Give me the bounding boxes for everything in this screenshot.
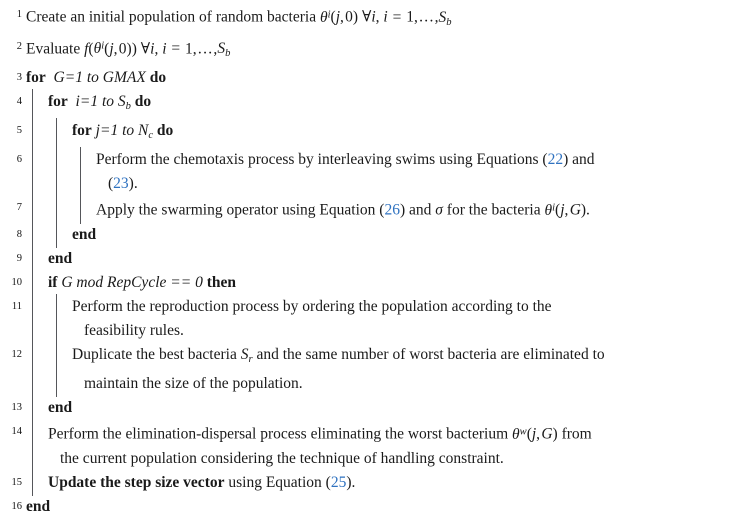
line-text-continuation: feasibility rules. bbox=[84, 321, 184, 339]
algorithm-line bbox=[0, 66, 734, 90]
indent-rule bbox=[32, 246, 33, 272]
keyword-end: end bbox=[48, 398, 73, 416]
line-text: if G mod RepCycle == 0 then bbox=[48, 273, 236, 291]
algorithm-line bbox=[0, 295, 734, 343]
line-content bbox=[22, 3, 734, 35]
equation-ref-26[interactable]: 26 bbox=[384, 201, 400, 219]
equation-ref-25[interactable]: 25 bbox=[330, 473, 347, 491]
line-number: 16 bbox=[11, 500, 22, 512]
indent-rule bbox=[56, 294, 57, 344]
indent-rule bbox=[32, 195, 33, 224]
line-text: Perform the elimination-dispersal process eliminating the worst bacterium $\theta^w(j$, G) from bbox=[48, 425, 592, 443]
indent-rule bbox=[32, 342, 33, 397]
line-content bbox=[22, 295, 734, 343]
indent-rule bbox=[56, 342, 57, 397]
line-number: 13 bbox=[11, 401, 22, 413]
indent-rule bbox=[80, 195, 81, 224]
line-content bbox=[22, 420, 734, 471]
line-content bbox=[22, 343, 734, 396]
line-content bbox=[22, 196, 734, 223]
line-text: Evaluate $f(\theta^i(j$, 0)) ∀i, i = 1, . . . $,S_b$ bbox=[26, 40, 231, 60]
line-number: 12 bbox=[11, 348, 22, 360]
equation-ref-22[interactable]: 22 bbox=[547, 151, 564, 169]
algorithm-line bbox=[0, 119, 734, 148]
line-content bbox=[22, 247, 734, 271]
line-number: 11 bbox=[11, 300, 22, 312]
indent-rule bbox=[56, 222, 57, 248]
line-text: Perform the chemotaxis process by interleaving swims using Equations (22) and bbox=[96, 151, 595, 169]
keyword-end: end bbox=[26, 497, 51, 515]
line-content bbox=[22, 148, 734, 196]
line-number: 1 bbox=[16, 9, 22, 20]
line-text: Create an initial population of random bacteria $\theta^i(j$, 0) ∀i, i = 1, . . . $,S_b$ bbox=[26, 8, 452, 28]
line-text bbox=[48, 396, 732, 420]
line-text bbox=[72, 223, 732, 247]
indent-rule bbox=[32, 89, 33, 120]
indent-rule bbox=[32, 118, 33, 149]
indent-rule bbox=[32, 395, 33, 421]
algorithm-line bbox=[0, 90, 734, 119]
equation-ref-23[interactable]: 23 bbox=[113, 175, 129, 193]
line-text: for j=1 to $N_c$ do bbox=[72, 122, 174, 142]
indent-rule bbox=[32, 419, 33, 472]
line-content bbox=[22, 35, 734, 67]
line-text: Perform the reproduction process by ordering the population according to the bbox=[72, 297, 552, 315]
algorithm-line bbox=[0, 396, 734, 420]
algorithm-line bbox=[0, 271, 734, 295]
algorithm-line bbox=[0, 471, 734, 495]
line-text: Duplicate the best bacteria $S_r$ and the same number of worst bacteria are eliminated to bbox=[72, 345, 605, 365]
algorithm-line bbox=[0, 343, 734, 396]
line-number: 3 bbox=[16, 72, 22, 84]
line-content bbox=[22, 396, 734, 420]
line-number: 10 bbox=[11, 276, 22, 288]
line-number: 15 bbox=[11, 476, 22, 488]
line-number: 9 bbox=[16, 252, 22, 264]
algorithm-line bbox=[0, 148, 734, 196]
algorithm-line bbox=[0, 196, 734, 223]
line-text-continuation: (23). bbox=[108, 175, 138, 193]
line-text-continuation: the current population considering the technique of handling constraint. bbox=[60, 449, 504, 467]
indent-rule bbox=[32, 222, 33, 248]
keyword-end: end bbox=[48, 249, 73, 267]
indent-rule bbox=[56, 195, 57, 224]
algorithm-line bbox=[0, 223, 734, 247]
line-content bbox=[22, 495, 734, 519]
algorithm-line bbox=[0, 247, 734, 271]
line-text: for i=1 to $S_b$ do bbox=[48, 93, 152, 113]
line-content bbox=[22, 119, 734, 148]
line-text bbox=[26, 495, 732, 519]
algorithm-line bbox=[0, 495, 734, 519]
line-number: 5 bbox=[16, 125, 22, 137]
line-number: 8 bbox=[16, 228, 22, 240]
algorithm-line bbox=[0, 420, 734, 471]
line-number: 7 bbox=[16, 202, 22, 214]
indent-rule bbox=[32, 470, 33, 496]
line-text: Update the step size vector using Equation (25). bbox=[48, 473, 356, 491]
line-text: Apply the swarming operator using Equation (26) and σ for the bacteria $\theta^i(j$, G). bbox=[96, 201, 590, 219]
line-content bbox=[22, 223, 734, 247]
line-text bbox=[48, 247, 732, 271]
line-content bbox=[22, 471, 734, 495]
line-content bbox=[22, 66, 734, 90]
line-text: for G=1 to GMAX do bbox=[26, 69, 167, 87]
line-text-continuation: maintain the size of the population. bbox=[84, 374, 303, 392]
algorithm-line bbox=[0, 35, 734, 67]
indent-rule bbox=[32, 270, 33, 296]
indent-rule bbox=[56, 147, 57, 197]
indent-rule bbox=[32, 294, 33, 344]
line-number: 4 bbox=[16, 96, 22, 108]
keyword-end: end bbox=[72, 225, 97, 243]
line-number: 14 bbox=[11, 425, 22, 437]
line-number: 6 bbox=[16, 154, 22, 166]
algorithm-line bbox=[0, 3, 734, 35]
indent-rule bbox=[32, 147, 33, 197]
indent-rule bbox=[56, 118, 57, 149]
indent-rule bbox=[80, 147, 81, 197]
line-content bbox=[22, 90, 734, 119]
line-number: 2 bbox=[16, 40, 22, 52]
line-content bbox=[22, 271, 734, 295]
